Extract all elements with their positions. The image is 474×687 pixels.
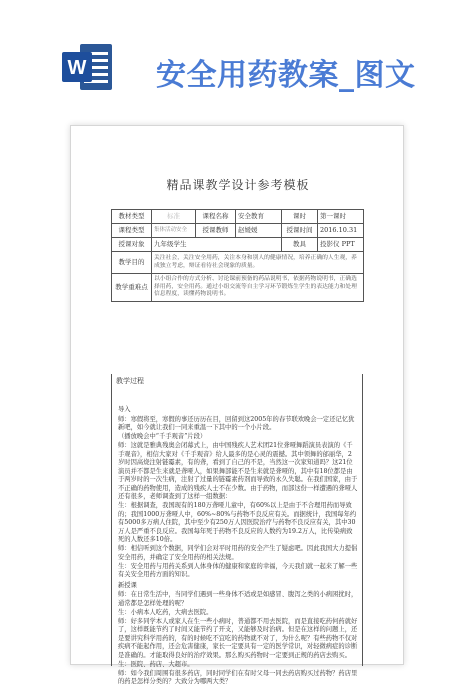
class-time-label: 授课时间	[282, 224, 318, 238]
material-type-value: 标准	[152, 210, 196, 224]
paragraph: 师：这就是雅典残奥会闭幕式上，由中国残疾人艺术团21位聋哑舞蹈演员表演的《千手观音》，相信大家对《千手观音》给人最多的是心灵的震撼。其中领舞的邰丽华，2岁时因高烧注射链霉素，有的聋，看到了自己的不是，当然这一次家知道吗？这21位演员并不都是生来就是聋哑人，如果舞部能不是生来就是聋哑的，其中有18位都是由于两岁时的一次生病，注射了过量的链霉素药剂而导致的永久失聪。在我们国家，由于不正确的药物使用，造成的残疾人士不在少数。由于药物，而部这份一样遭遇的聋哑人还有很多，老师调查到了这样一组数据：	[118, 442, 358, 500]
paragraph: 生：根据调查，我国现有的180万聋哑儿童中，有60%以上是由于不合理用药而导致的；我国1000万聋哑人中，60%~80%与药物不良反应有关。而据统计，我国每年约有5000多万病人住院，其中至少有250万人因医院治疗与药物不良反应有关，其中30万人是严重不良反应。我国每年死于药物不良反应的人数约为19.2万人，比传染病致死的人数还多10倍。	[118, 502, 357, 543]
table-row	[112, 252, 364, 274]
period-label: 课时	[282, 210, 318, 224]
course-type-value: 集体活动安全	[152, 224, 196, 238]
banner	[0, 0, 474, 104]
paragraph: 师：相信听到这个数据，同学们会对平时用药的安全产生了疑虑吧。因此我国大力提倡安全用药，并确定了安全用药的相关法规。	[118, 545, 358, 561]
paragraph: （播放晚会中“千手观音”片段）	[118, 433, 207, 440]
teaching-process-label: 教学过程	[116, 377, 144, 385]
material-type-label: 教材类型	[112, 210, 152, 224]
table-row	[112, 274, 364, 302]
table-row	[112, 238, 364, 252]
teaching-process-section	[111, 374, 363, 685]
word-document-icon	[60, 40, 114, 94]
audience-value: 九年级学生	[152, 238, 282, 252]
table-row	[112, 224, 364, 238]
document-page	[70, 125, 404, 685]
paragraph: 师：好多同学本人或家人在生一些小病时，普通都不用去医院，而是直接吃药何药就好了，这样既能节约了时间又能节约了开支，又能够及时治病。但是在这样的问题上，还是要讲究科学用药的，有的时候吃不宜吃的药物就不对了，为什么呢？有些药物不仅对疾病不能起作用，还会危害健康，家长一定要具有一定的医学常识，对轻微病症的诊断是准确的。才能取得良好的治疗效果。那么购买药物时一定要到正规的药店去购买。	[118, 617, 358, 659]
paragraph: 生：小病本人吃药，大病去医院。	[118, 608, 213, 616]
teaching-aids-label: 教具	[282, 238, 318, 252]
course-name-label: 课程名称	[196, 210, 236, 224]
paragraph: 师：寒假将至，寒假的事还历历在目，回留到这2005年的春节联欢晚会一定还记忆犹新吧，如今就让我们一同来重温一下其中的一个小片段。	[118, 415, 355, 431]
class-time-value: 2016.10.31	[318, 224, 364, 238]
period-value: 第一课时	[318, 210, 364, 224]
teaching-goal-label: 教学目的	[112, 252, 152, 274]
key-points-text: 以小组合作的方式分析、讨论课前预备的药品说明书，依据药物说明书，正确选择用药，安全用药。通过小组交流等自主学习环节锻炼生学生的表达能力和处理信息程度，读懂药物说明书。	[152, 274, 364, 302]
course-name-value: 安全教育	[236, 210, 282, 224]
paragraph: 师：在日常生活中，当同学们遇到一些身体不适或是如感冒、腹泻之类的小病困扰时，通常都是怎样处理的呢？	[118, 591, 358, 607]
table-row	[112, 210, 364, 224]
intro-heading: 导入	[118, 406, 131, 413]
paragraph: 生：医院、药店、大超市。	[118, 660, 194, 668]
teaching-aids-value: 投影仪 PPT	[318, 238, 364, 252]
teaching-process-body	[118, 404, 358, 687]
lesson-info-table	[111, 209, 364, 302]
teaching-goal-text: 关注社会，关注安全用药，关注本身和别人的健康情况，培养正确的人生观，养成独立考虑，辩证看待社会现象的质量。	[152, 252, 364, 274]
paragraph: 生：安全用药与用药关系到人体身体的健康和家庭的幸福，今天我们就一起来了解一些有关安全用药方面的知识。	[118, 562, 358, 578]
audience-label: 授课对象	[112, 238, 152, 252]
course-type-label: 课程类型	[112, 224, 152, 238]
teacher-value: 赵媛媛	[236, 224, 282, 238]
document-title: 精品课教学设计参考模板	[166, 178, 310, 192]
new-lesson-heading: 新授课	[118, 581, 137, 589]
paragraph: 师：如今我们周围有很多药店，同时同学们在有时父母一同去药店购买过药物？药店里的药是怎样分类的？大致分为哪两大类？	[118, 669, 358, 685]
word-icon-letter: W	[67, 57, 87, 79]
teacher-label: 授课教师	[196, 224, 236, 238]
key-points-label: 教学重难点	[112, 274, 152, 302]
banner-title: 安全用药教案_图文	[156, 58, 416, 93]
